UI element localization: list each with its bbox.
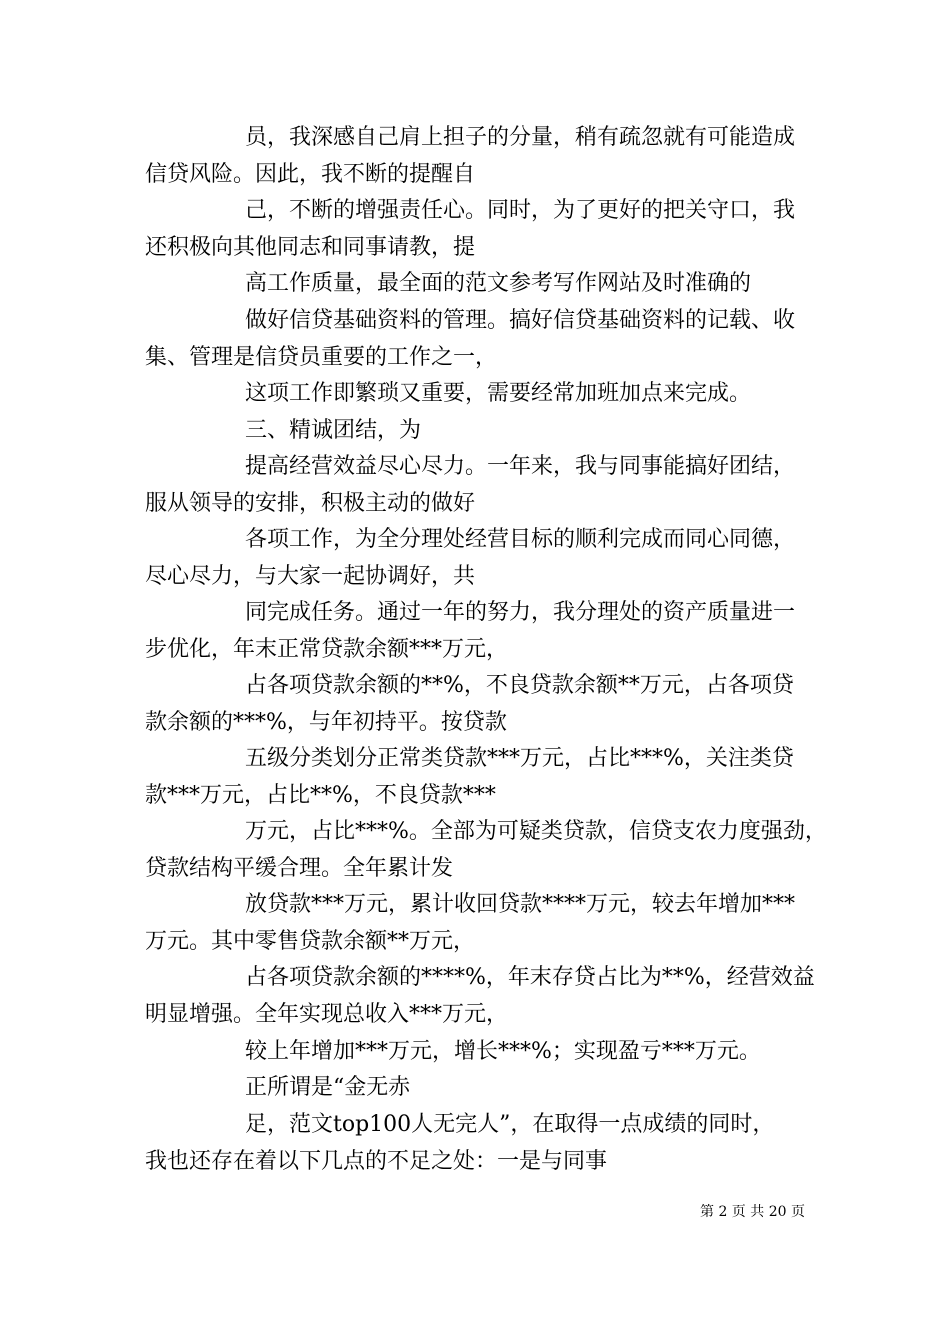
paragraph (145, 960, 825, 1033)
paragraph-continuation: 尽心尽力，与大家一起协调好，共 (145, 563, 476, 589)
paragraph-first-line: 这项工作即繁琐又重要，需要经常加班加点来完成。 (245, 381, 752, 406)
paragraph-first-line: 占各项贷款余额的**%，不良贷款余额**万元，占各项贷 (245, 673, 794, 698)
paragraph-first-line: 做好信贷基础资料的管理。搞好信贷基础资料的记载、收 (245, 308, 796, 333)
paragraph-continuation: 集、管理是信贷员重要的工作之一， (145, 344, 498, 370)
paragraph (145, 449, 825, 522)
paragraph (145, 266, 825, 303)
paragraph-first-line: 万元，占比***%。全部为可疑类贷款，信贷支农力度强劲， (245, 819, 827, 844)
paragraph (145, 814, 825, 887)
paragraph (145, 887, 825, 960)
paragraph (145, 668, 825, 741)
section-heading (145, 413, 825, 450)
paragraph-first-line: 较上年增加***万元，增长***%；实现盈亏***万元。 (245, 1039, 761, 1064)
paragraph-continuation: 万元。其中零售贷款余额**万元， (145, 928, 476, 954)
paragraph-first-line: 提高经营效益尽心尽力。一年来，我与同事能搞好团结， (245, 454, 796, 479)
paragraph-first-line: 各项工作，为全分理处经营目标的顺利完成而同心同德， (245, 527, 796, 552)
paragraph-first-line: 占各项贷款余额的****%，年末存贷占比为**%，经营效益 (245, 965, 815, 990)
paragraph-first-line: 己，不断的增强责任心。同时，为了更好的把关守口，我 (245, 198, 796, 223)
paragraph-first-line: 三、精诚团结，为 (245, 418, 422, 443)
paragraph (145, 120, 825, 193)
paragraph-continuation: 服从领导的安排，积极主动的做好 (145, 490, 476, 516)
paragraph-continuation: 步优化，年末正常贷款余额***万元， (145, 636, 509, 662)
paragraph-first-line: 同完成任务。通过一年的努力，我分理处的资产质量进一 (245, 600, 796, 625)
paragraph (145, 1034, 825, 1071)
page-number-footer: 第 2 页 共 20 页 (700, 1204, 805, 1220)
paragraph (145, 1107, 825, 1180)
paragraph (145, 303, 825, 376)
paragraph-continuation: 款余额的***%，与年初持平。按贷款 (145, 709, 507, 735)
paragraph-continuation: 我也还存在着以下几点的不足之处：一是与同事 (145, 1148, 608, 1174)
paragraph (145, 1070, 825, 1107)
paragraph-first-line: 高工作质量，最全面的范文参考写作网站及时准确的 (245, 271, 752, 296)
paragraph-first-line: 员，我深感自己肩上担子的分量，稍有疏忽就有可能造成 (245, 125, 796, 150)
paragraph (145, 193, 825, 266)
paragraph-first-line: 放贷款***万元，累计收回贷款****万元，较去年增加*** (245, 892, 796, 917)
paragraph-continuation: 款***万元，占比**%，不良贷款*** (145, 782, 496, 808)
paragraph-first-line: 五级分类划分正常类贷款***万元，占比***%，关注类贷 (245, 746, 794, 771)
paragraph (145, 376, 825, 413)
paragraph-first-line: 正所谓是“金无赤 (245, 1075, 411, 1100)
paragraph-continuation: 信贷风险。因此，我不断的提醒自 (145, 161, 476, 187)
paragraph-continuation: 明显增强。全年实现总收入***万元， (145, 1001, 509, 1027)
paragraph (145, 595, 825, 668)
paragraph-continuation: 贷款结构平缓合理。全年累计发 (145, 855, 454, 881)
paragraph (145, 741, 825, 814)
paragraph (145, 522, 825, 595)
paragraph-continuation: 还积极向其他同志和同事请教，提 (145, 234, 476, 260)
paragraph-first-line: 足，范文top100人无完人”，在取得一点成绩的同时， (245, 1112, 775, 1137)
